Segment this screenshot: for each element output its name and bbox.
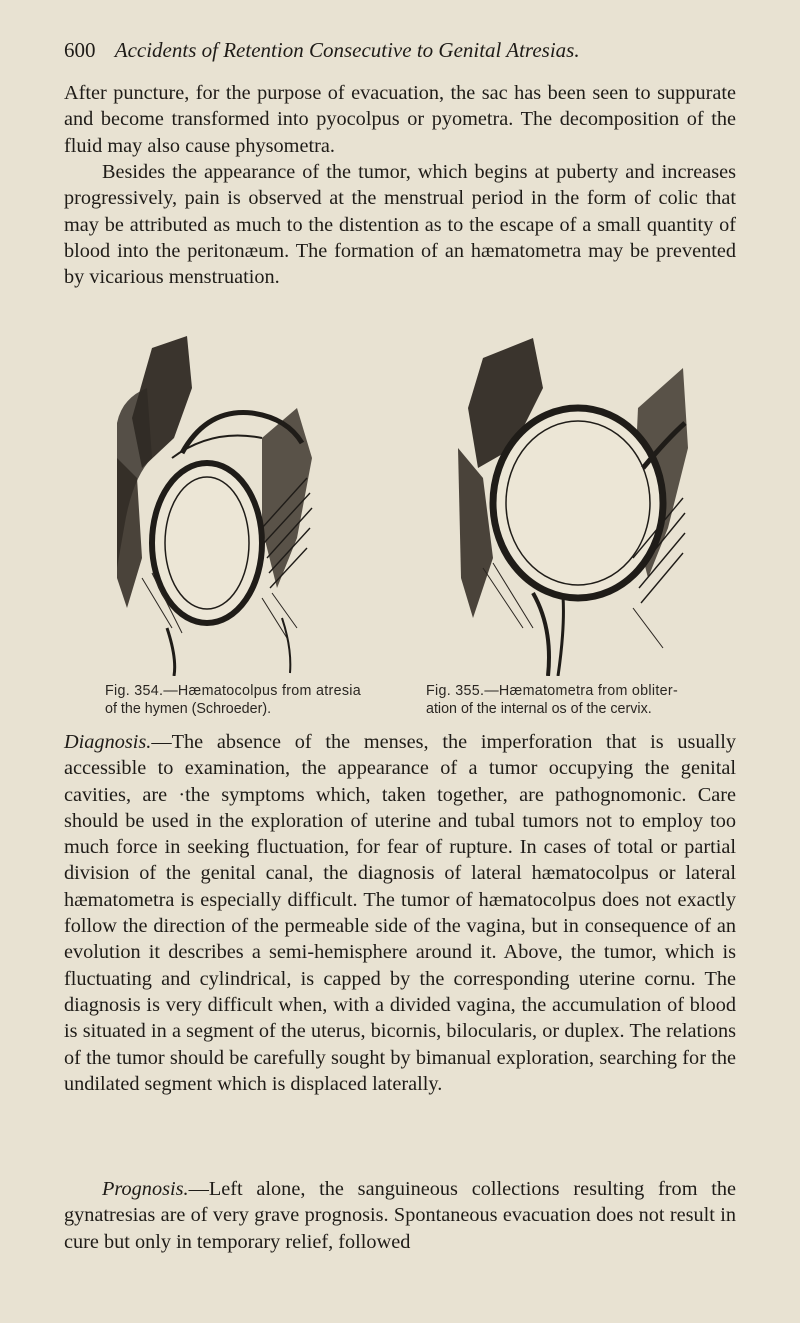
- figure-354-caption: [105, 682, 361, 718]
- haematocolpus-diagram: [112, 328, 314, 676]
- prognosis-text: —Left alone, the sanguineous collections resulting from the gynatresias are of very grave prognosis. Spontaneous evacuation does not result in cure but only in temporary relief, followed: [64, 1178, 736, 1253]
- haematometra-diagram: [453, 328, 688, 676]
- figure-355-caption: [426, 682, 678, 718]
- figure-354-caption-line-2: of the hymen (Schroeder).: [105, 701, 272, 717]
- figure-354-caption-line-1: Fig. 354.—Hæmatocolpus from atresia: [105, 683, 362, 699]
- running-title: Accidents of Retention Consecutive to Genital Atresias.: [114, 38, 580, 62]
- figure-355-caption-line-2: ation of the internal os of the cervix.: [426, 701, 652, 717]
- paragraph-diagnosis: [64, 729, 736, 1097]
- running-header: [64, 36, 734, 64]
- paragraph-1-text: After puncture, for the purpose of evacuation, the sac has been seen to suppurate and become transformed into pyocolpus or pyometra. The decomposition of the fluid may also cause physometra.: [64, 82, 736, 157]
- paragraph-2: [64, 159, 736, 290]
- figure-354-illustration: [112, 328, 314, 676]
- figure-355-caption-line-1: Fig. 355.—Hæmatometra from obliter-: [426, 683, 679, 699]
- figure-355-illustration: [453, 328, 688, 676]
- paragraph-prognosis: [64, 1176, 736, 1255]
- diagnosis-text: —The absence of the menses, the imperforation that is usually accessible to examination, the appearance of a tumor occupying the genital cavities, are ·the symptoms which, taken together, are pathognomonic. Care should be used in the exploration of uterine and tubal tumors not to employ too much force in seeking fluctuation, for fear of rupture. In cases of total or partial division of the genital canal, the diagnosis of lateral hæmatocolpus or lateral hæmatometra is especially difficult. The tumor of hæmatocolpus does not exactly follow the direction of the permeable side of the vagina, but in consequence of an evolution it describes a semi-hemisphere around it. Above, the tumor, which is fluctuating and cylindrical, is capped by the corresponding uterine cornu. The diagnosis is very difficult when, with a divided vagina, the accumulation of blood is situated in a segment of the uterus, bicornis, bilocularis, or duplex. The relations of the tumor should be carefully sought by bimanual exploration, searching for the undilated segment which is displaced laterally.: [64, 731, 736, 1095]
- prognosis-heading: Prognosis.: [102, 1178, 189, 1200]
- page-number: 600: [64, 38, 96, 62]
- paragraph-1: [64, 80, 736, 159]
- paragraph-2-text: Besides the appearance of the tumor, which begins at puberty and increases progressively, pain is observed at the menstrual period in the form of colic that may be attributed as much to the distention as to the escape of a small quantity of blood into the peritonæum. The formation of an hæmatometra may be prevented by vicarious menstruation.: [64, 161, 736, 289]
- diagnosis-heading: Diagnosis.: [64, 731, 152, 753]
